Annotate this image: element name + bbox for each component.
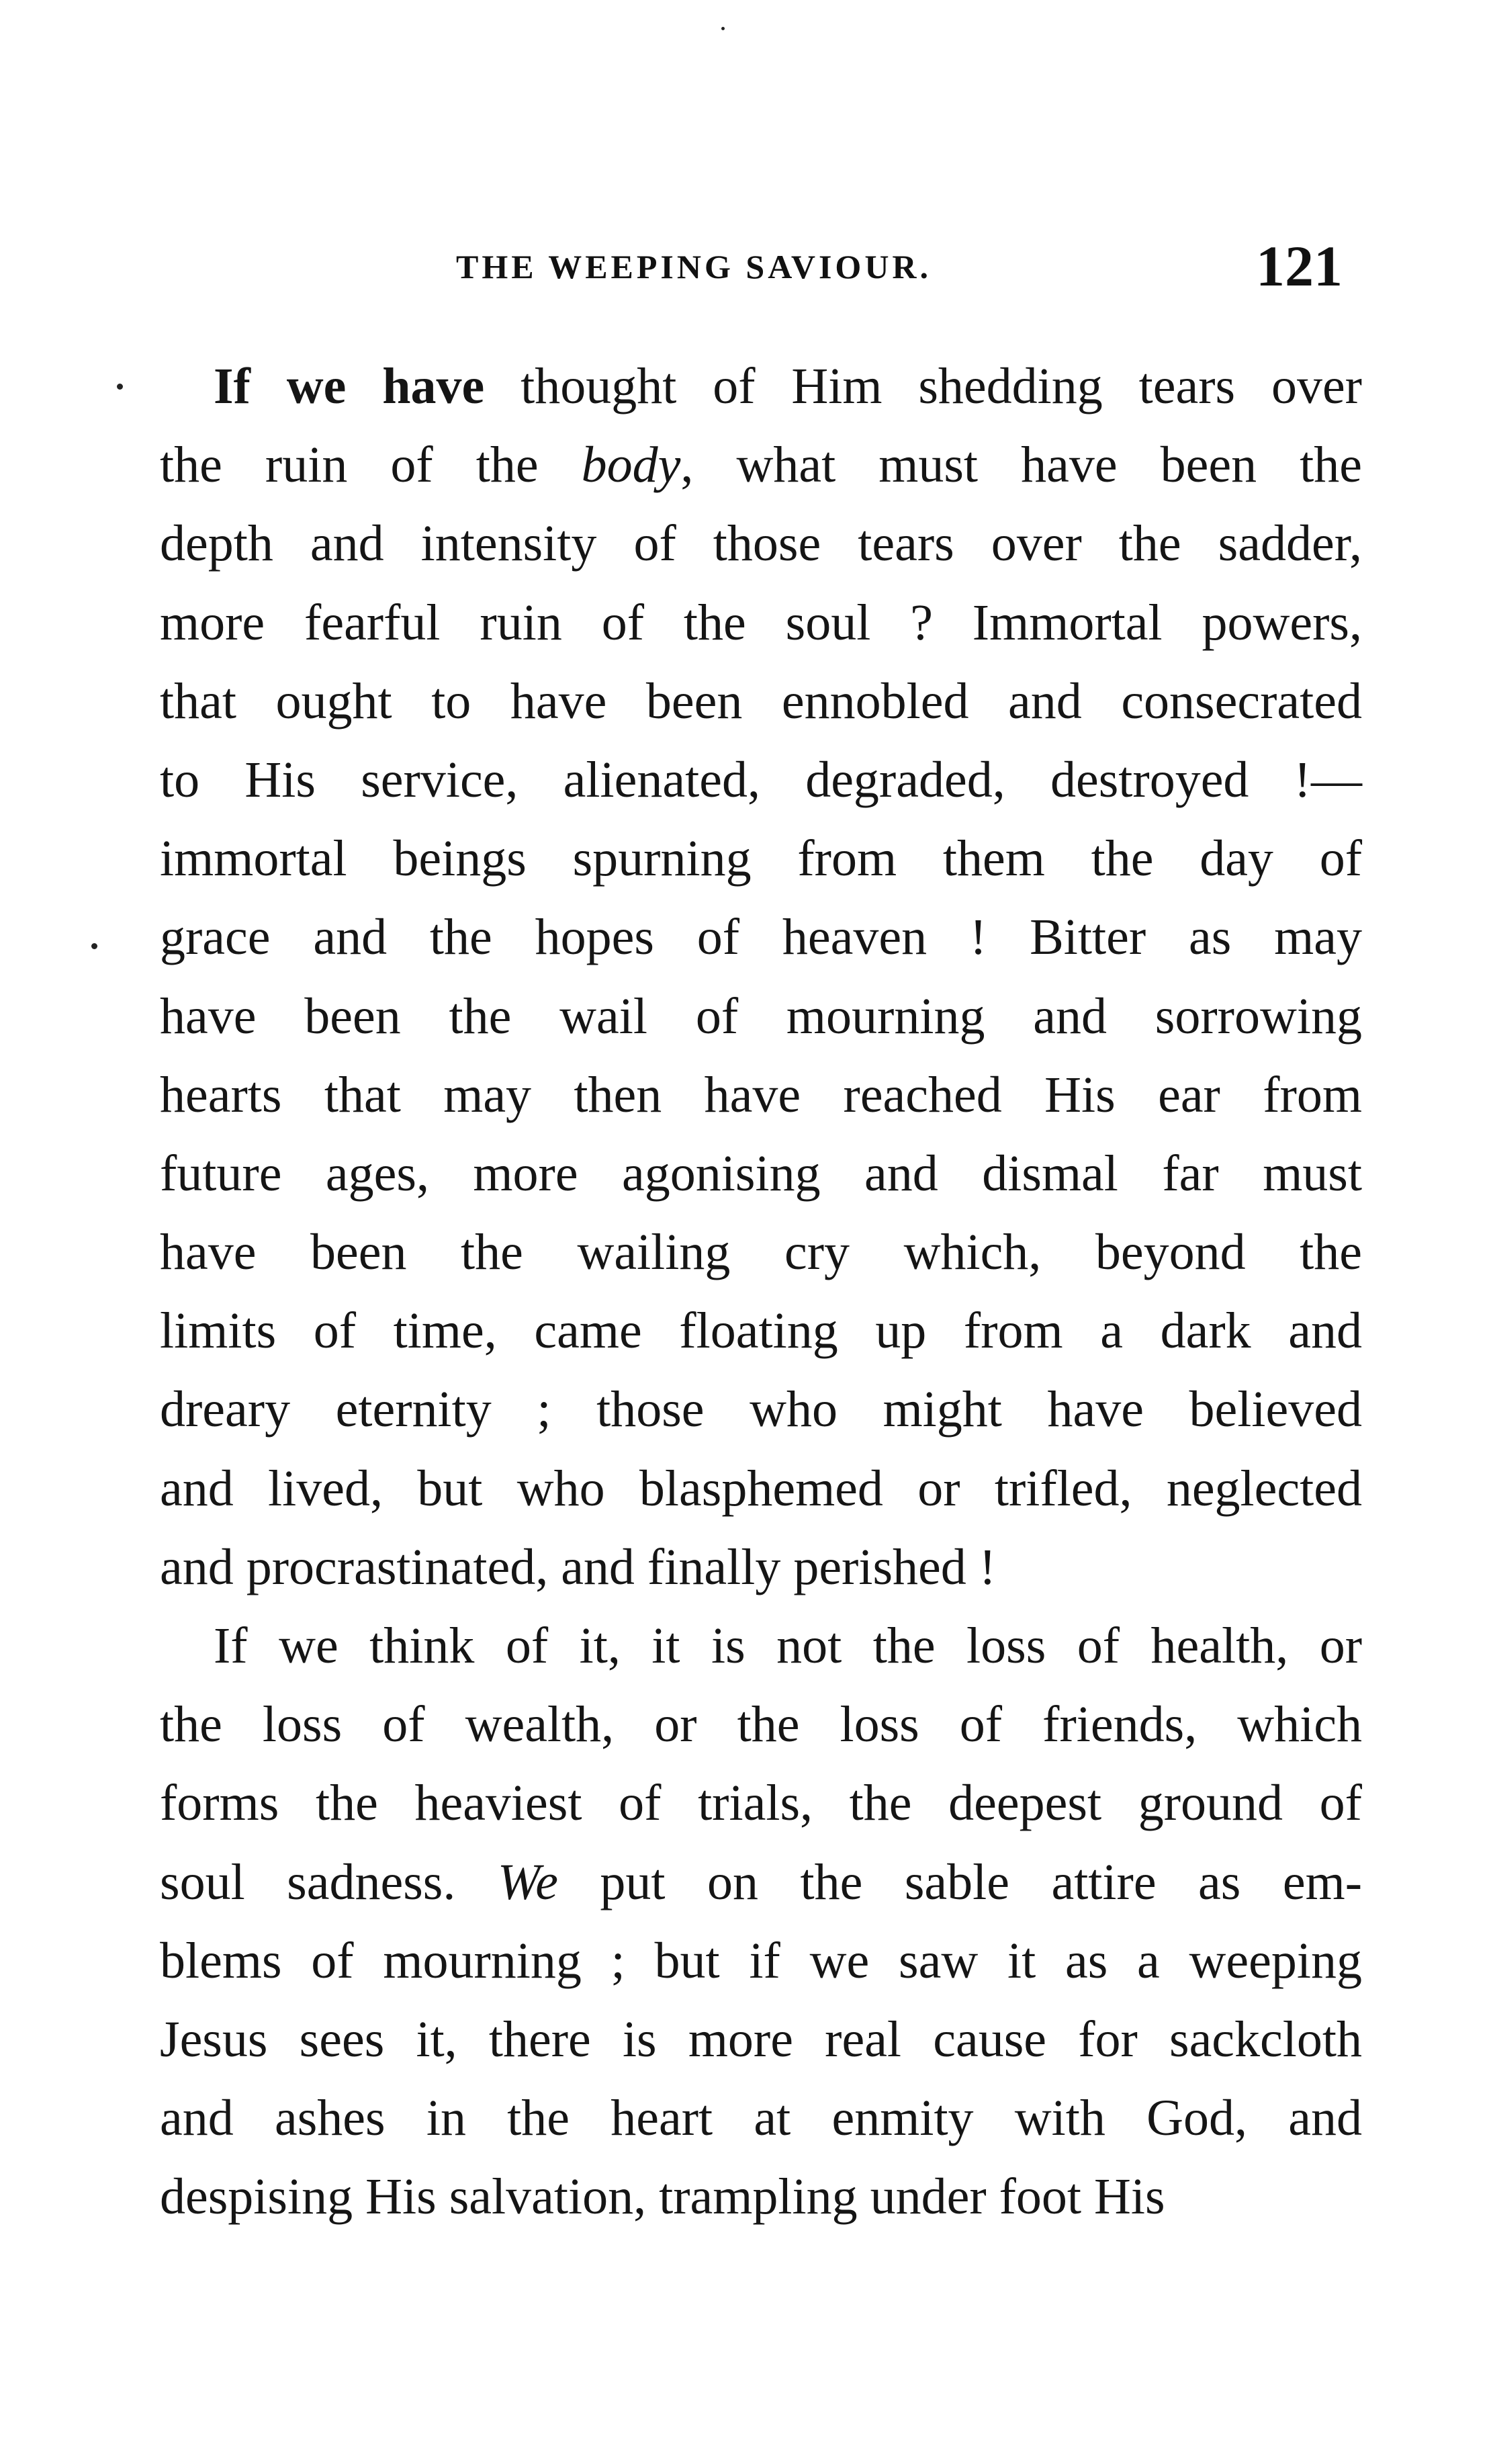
text-line bbox=[160, 426, 1362, 504]
text-line bbox=[160, 347, 1362, 426]
body-text bbox=[160, 347, 1362, 2237]
text-run: put on the sable attire as em- bbox=[557, 1853, 1363, 1910]
text-run: dreary eternity ; those who might have believed bbox=[160, 1381, 1362, 1438]
text-line bbox=[160, 1922, 1362, 2000]
text-run: limits of time, came floating up from a dark and bbox=[160, 1303, 1362, 1360]
text-line bbox=[160, 1843, 1362, 1922]
text-run: grace and the hopes of heaven ! Bitter as may bbox=[160, 909, 1362, 966]
text-run: and ashes in the heart at enmity with God, and bbox=[160, 2090, 1362, 2147]
text-run: immortal beings spurning from them the day of bbox=[160, 830, 1362, 887]
running-head-title: THE WEEPING SAVIOUR. bbox=[456, 248, 932, 285]
text-line bbox=[160, 662, 1362, 741]
text-run: blems of mourning ; but if we saw it as a weeping bbox=[160, 1932, 1362, 1989]
italic-text: We bbox=[497, 1853, 558, 1910]
text-line bbox=[160, 1056, 1362, 1135]
text-line bbox=[160, 1607, 1362, 1685]
text-run: If we think of it, it is not the loss of health, or bbox=[214, 1618, 1362, 1674]
paragraph bbox=[160, 1607, 1362, 2237]
text-run: and procrastinated, and finally perished ! bbox=[160, 1538, 997, 1595]
text-line bbox=[160, 977, 1362, 1056]
text-run: depth and intensity of those tears over the sadder, bbox=[160, 515, 1362, 572]
ink-speck-left-upper bbox=[117, 384, 123, 390]
text-line bbox=[160, 1213, 1362, 1292]
text-run: Jesus sees it, there is more real cause for sackcloth bbox=[160, 2011, 1362, 2068]
text-run: thought of Him shedding tears over bbox=[484, 358, 1362, 414]
text-run: forms the heaviest of trials, the deepest ground of bbox=[160, 1775, 1362, 1832]
text-line bbox=[160, 820, 1362, 898]
text-line bbox=[160, 2079, 1362, 2158]
text-line bbox=[160, 1764, 1362, 1843]
text-line bbox=[160, 1292, 1362, 1370]
text-run: despising His salvation, trampling under foot His bbox=[160, 2168, 1165, 2226]
text-line bbox=[160, 898, 1362, 977]
text-run: have been the wail of mourning and sorrowing bbox=[160, 987, 1362, 1045]
text-line bbox=[160, 1135, 1362, 1213]
text-run: the ruin of the bbox=[160, 437, 582, 494]
text-run: have been the wailing cry which, beyond the bbox=[160, 1224, 1362, 1281]
text-run: to His service, alienated, degraded, destroyed !— bbox=[160, 751, 1362, 808]
text-line bbox=[160, 1528, 1362, 1607]
text-line bbox=[160, 504, 1362, 583]
text-run: that ought to have been ennobled and consecrated bbox=[160, 672, 1362, 730]
text-line bbox=[160, 2000, 1362, 2079]
text-line bbox=[160, 741, 1362, 820]
ink-speck-left-lower bbox=[91, 943, 97, 949]
ink-speck-top bbox=[721, 27, 725, 30]
text-run: hearts that may then have reached His ear from bbox=[160, 1066, 1362, 1123]
text-line bbox=[160, 1450, 1362, 1528]
text-line bbox=[160, 2158, 1362, 2236]
italic-text: body bbox=[581, 437, 681, 494]
bold-text: If we have bbox=[214, 358, 485, 414]
text-run: the loss of wealth, or the loss of friends, which bbox=[160, 1696, 1362, 1753]
page-number: 121 bbox=[1256, 234, 1343, 298]
text-run: more fearful ruin of the soul ? Immortal powers, bbox=[160, 594, 1362, 651]
text-line bbox=[160, 1370, 1362, 1449]
text-line bbox=[160, 1685, 1362, 1764]
text-run: soul sadness. bbox=[160, 1853, 498, 1910]
paragraph bbox=[160, 347, 1362, 1607]
text-run: , what must have been the bbox=[680, 437, 1362, 494]
text-run: and lived, but who blasphemed or trifled, neglected bbox=[160, 1460, 1362, 1517]
text-run: future ages, more agonising and dismal far must bbox=[160, 1145, 1362, 1202]
text-line bbox=[160, 584, 1362, 662]
